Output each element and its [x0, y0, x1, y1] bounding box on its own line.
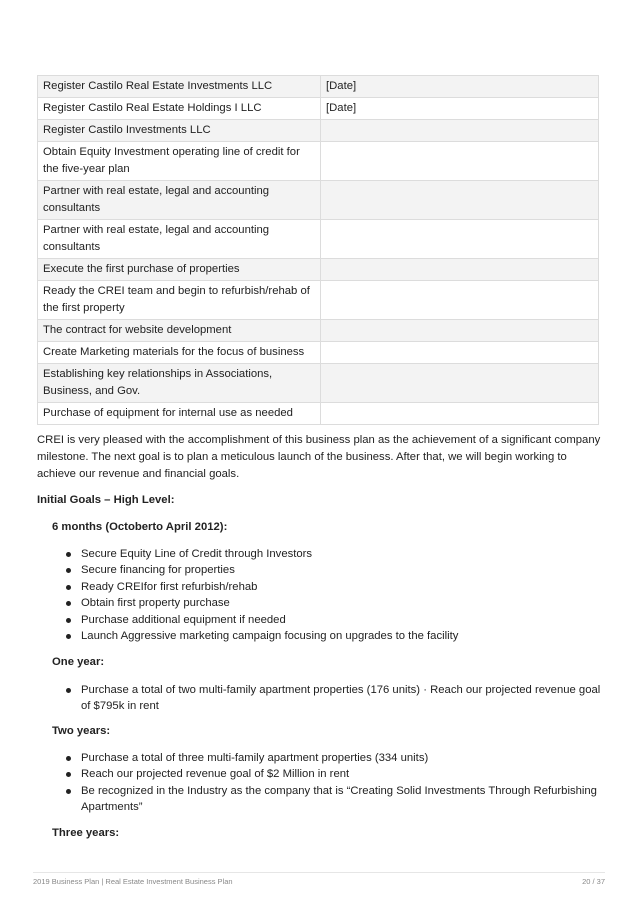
milestone-task: Create Marketing materials for the focus of business: [38, 342, 321, 364]
table-row: [38, 259, 599, 281]
bullet-icon: [66, 618, 71, 623]
goals-heading: Initial Goals – High Level:: [37, 494, 175, 506]
two-years-list: [66, 750, 606, 816]
bullet-icon: [66, 772, 71, 777]
table-row: [38, 76, 599, 98]
bullet-icon: [66, 634, 71, 639]
table-row: [38, 120, 599, 142]
three-years-heading: Three years:: [52, 827, 120, 839]
table-row: [38, 403, 599, 425]
milestone-task: Purchase of equipment for internal use as needed: [38, 403, 321, 425]
milestone-date: [321, 403, 599, 425]
table-row: [38, 142, 599, 181]
table-row: [38, 364, 599, 403]
list-item: Purchase a total of two multi-family apartment properties (176 units) · Reach our projected revenue goal of $795k in rent: [66, 682, 606, 715]
milestone-task: Partner with real estate, legal and accounting consultants: [38, 220, 321, 259]
six-months-heading: 6 months (Octoberto April 2012):: [52, 521, 228, 533]
milestone-task: Partner with real estate, legal and accounting consultants: [38, 181, 321, 220]
intro-paragraph: CREI is very pleased with the accomplishment of this business plan as the achievement of a significant company milestone. The next goal is to plan a meticulous launch of the business. After that, we will begin working to achieve our revenue and financial goals.: [37, 434, 601, 480]
list-item: Reach our projected revenue goal of $2 Million in rent: [66, 766, 606, 782]
milestone-task: The contract for website development: [38, 320, 321, 342]
list-item: Launch Aggressive marketing campaign focusing on upgrades to the facility: [66, 628, 606, 644]
table-row: [38, 181, 599, 220]
milestone-task: Register Castilo Investments LLC: [38, 120, 321, 142]
milestone-task: Register Castilo Real Estate Holdings I LLC: [38, 98, 321, 120]
table-row: [38, 98, 599, 120]
bullet-icon: [66, 688, 71, 693]
milestone-date: [321, 220, 599, 259]
milestone-date: [321, 281, 599, 320]
milestones-table: [37, 75, 599, 425]
one-year-list: [66, 682, 606, 715]
list-item: Purchase a total of three multi-family apartment properties (334 units): [66, 750, 606, 766]
table-row: [38, 281, 599, 320]
table-row: [38, 320, 599, 342]
six-months-list: [66, 546, 606, 644]
table-row: [38, 220, 599, 259]
list-item: Secure financing for properties: [66, 562, 606, 578]
list-item: Secure Equity Line of Credit through Investors: [66, 546, 606, 562]
milestone-task: Obtain Equity Investment operating line of credit for the five-year plan: [38, 142, 321, 181]
list-item: Be recognized in the Industry as the company that is “Creating Solid Investments Through Refurbishing Apartments”: [66, 783, 606, 816]
list-item: Purchase additional equipment if needed: [66, 612, 606, 628]
milestone-date: [321, 259, 599, 281]
footer-title: 2019 Business Plan | Real Estate Investment Business Plan: [33, 877, 233, 886]
one-year-heading: One year:: [52, 656, 105, 668]
two-years-heading: Two years:: [52, 725, 111, 737]
page-number: 20 / 37: [582, 877, 605, 886]
bullet-icon: [66, 585, 71, 590]
page-footer: [33, 872, 605, 886]
milestone-date: [Date]: [321, 98, 599, 120]
milestone-task: Establishing key relationships in Associations, Business, and Gov.: [38, 364, 321, 403]
milestone-date: [321, 364, 599, 403]
bullet-icon: [66, 756, 71, 761]
milestone-date: [321, 342, 599, 364]
milestone-date: [Date]: [321, 76, 599, 98]
milestone-date: [321, 142, 599, 181]
milestone-task: Register Castilo Real Estate Investments LLC: [38, 76, 321, 98]
milestone-task: Ready the CREI team and begin to refurbish/rehab of the first property: [38, 281, 321, 320]
bullet-icon: [66, 789, 71, 794]
bullet-icon: [66, 568, 71, 573]
bullet-icon: [66, 601, 71, 606]
milestone-date: [321, 181, 599, 220]
milestone-date: [321, 120, 599, 142]
bullet-icon: [66, 552, 71, 557]
table-row: [38, 342, 599, 364]
list-item: Ready CREIfor first refurbish/rehab: [66, 579, 606, 595]
list-item: Obtain first property purchase: [66, 595, 606, 611]
milestone-task: Execute the first purchase of properties: [38, 259, 321, 281]
milestone-date: [321, 320, 599, 342]
